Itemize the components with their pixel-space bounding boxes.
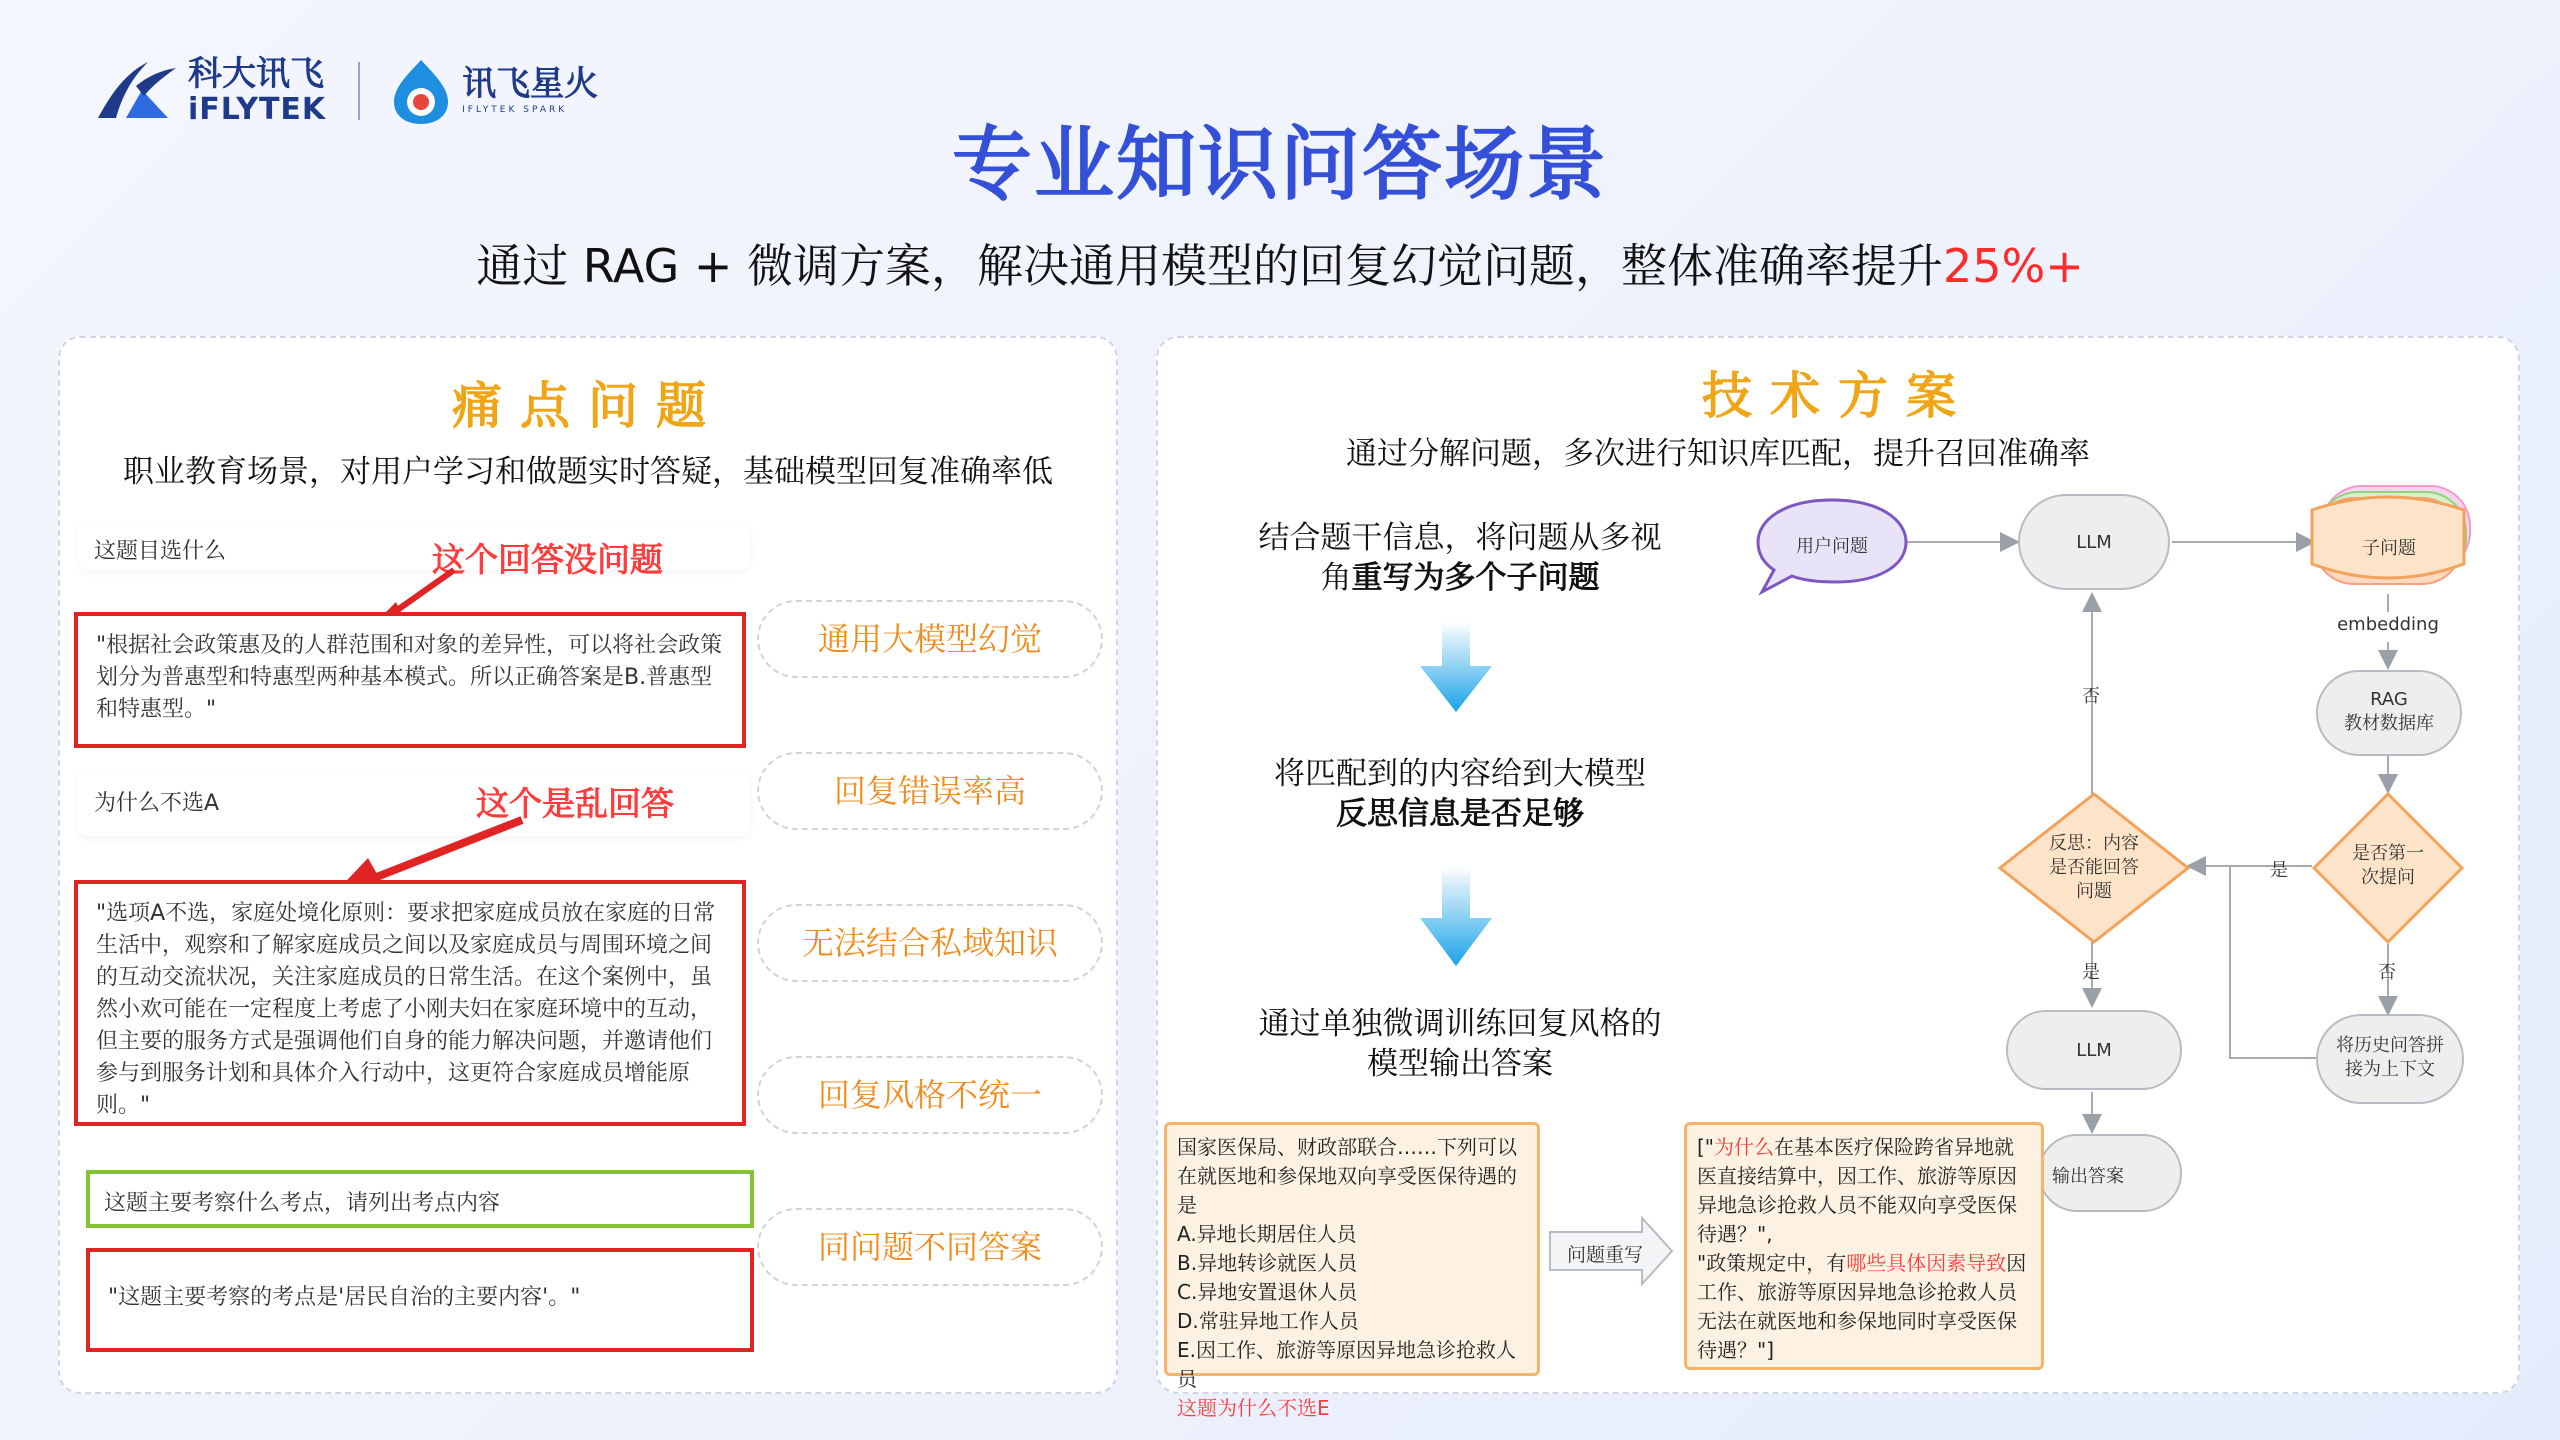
spark-en: IFLYTEK SPARK	[462, 105, 568, 115]
pain-points-title: 痛点问题	[452, 377, 724, 435]
tag-inconsistent: 同问题不同答案	[757, 1208, 1103, 1286]
pain-points-subtitle: 职业教育场景，对用户学习和做题实时答疑，基础模型回复准确率低	[123, 454, 1053, 490]
brand-cn: 科大讯飞	[188, 54, 324, 94]
tag-hallucination: 通用大模型幻觉	[757, 600, 1103, 678]
reflect-label: 反思：内容 是否能回答 问题	[2049, 833, 2139, 902]
brand-en: iFLYTEK	[188, 92, 327, 127]
edge-history-to-reflect	[2230, 866, 2316, 1058]
step-2-line-1: 将匹配到的内容给到大模型	[1274, 756, 1646, 792]
subtitle-highlight: 25%+	[1943, 239, 2084, 293]
tech-solution-subtitle: 通过分解问题，多次进行知识库匹配，提升召回准确率	[1346, 436, 2090, 472]
option-c: C.异地安置退休人员	[1177, 1280, 1358, 1304]
rewritten-q1-post: 在基本医疗保险跨省异地就医直接结算中，因工作、旅游等原因异地急诊抢救人员不能双向享受医保待遇？",	[1697, 1135, 2017, 1246]
rewritten-q1-red: 为什么	[1714, 1135, 1775, 1159]
note-1: 这个回答没问题	[432, 540, 663, 579]
yes-label-2: 是	[2082, 962, 2100, 983]
option-a: A.异地长期居住人员	[1177, 1222, 1357, 1246]
question-3-box: 这题主要考察什么考点，请列出考点内容	[86, 1170, 754, 1228]
answer-1-box: "根据社会政策惠及的人群范围和对象的差异性，可以将社会政策划分为普惠型和特惠型两种基本模式。所以正确答案是B.普惠型和特惠型。"	[74, 612, 746, 748]
answer-3-box: "这题主要考察的考点是'居民自治的主要内容'。"	[86, 1248, 754, 1352]
tag-style: 回复风格不统一	[757, 1056, 1103, 1134]
note-2: 这个是乱回答	[476, 784, 674, 823]
yes-label-1: 是	[2270, 860, 2288, 881]
no-label-1: 否	[2082, 686, 2100, 707]
rewritten-q1-pre: ["	[1697, 1135, 1715, 1159]
original-question-box	[1164, 1122, 1540, 1420]
step-1-line-1: 结合题干信息，将问题从多视	[1258, 520, 1662, 556]
rewritten-q2-post: 因工作、旅游等原因异地急诊抢救人员无法在就医地和参保地同时享受医保待遇？"]	[1697, 1251, 2027, 1362]
rag-label: RAG 教材数据库	[2344, 689, 2434, 734]
step-1-bold: 重写为多个子问题	[1351, 560, 1600, 596]
option-d: D.常驻异地工作人员	[1177, 1309, 1359, 1333]
page-title: 专业知识问答场景	[952, 118, 1608, 211]
user-question-label: 用户问题	[1796, 536, 1868, 557]
user-followup: 这题为什么不选E	[1177, 1396, 1330, 1420]
rewrite-label: 问题重写	[1566, 1244, 1643, 1266]
rewritten-q2-pre: "政策规定中，有	[1697, 1251, 1847, 1275]
question-stem: 国家医保局、财政部联合……下列可以在就医地和参保地双向享受医保待遇的是	[1177, 1135, 1517, 1217]
history-label: 将历史问答拼 接为上下文	[2336, 1035, 2444, 1080]
step-3-line-1: 通过单独微调训练回复风格的	[1258, 1006, 1662, 1042]
step-2-bold: 反思信息是否足够	[1336, 796, 1584, 832]
llm-bottom-label: LLM	[2076, 1040, 2112, 1061]
tag-private-knowledge: 无法结合私域知识	[757, 904, 1103, 982]
tech-solution-title: 技术方案	[1702, 367, 1974, 425]
output-label: 输出答案	[2052, 1166, 2124, 1187]
question-2: 为什么不选A	[78, 772, 750, 836]
embedding-label: embedding	[2337, 614, 2439, 635]
rewritten-q1	[1697, 1133, 2031, 1249]
subtitle-main: 通过 RAG + 微调方案，解决通用模型的回复幻觉问题，整体准确率提升	[476, 239, 1943, 293]
step-3-line-2: 模型输出答案	[1367, 1046, 1553, 1082]
rewritten-q2-red: 哪些具体因素导致	[1846, 1251, 2007, 1275]
question-1: 这题目选什么	[78, 524, 750, 570]
answer-2-box: "选项A不选，家庭处境化原则：要求把家庭成员放在家庭的日常生活中，观察和了解家庭成员之间以及家庭成员与周围环境之间的互动交流状况，关注家庭成员的日常生活。在这个案例中，虽然小欢可能在一定程度上考虑了小刚夫妇在家庭环境中的互动，但主要的服务方式是强调他们自身的能力解决问题，并邀请他们参与到服务计划和具体介入行动中，这更符合家庭成员增能原则。"	[74, 880, 746, 1126]
first-question-label: 是否第一 次提问	[2352, 843, 2424, 888]
option-e: E.因工作、旅游等原因异地急诊抢救人员	[1177, 1338, 1516, 1391]
sub-question-label: 子问题	[2362, 538, 2416, 559]
no-label-2: 否	[2378, 962, 2396, 983]
step-1-plain: 角	[1320, 560, 1352, 596]
option-b: B.异地转诊就医人员	[1177, 1251, 1358, 1275]
rewritten-q2	[1697, 1249, 2031, 1365]
rewritten-question-box	[1684, 1122, 2044, 1370]
tag-error-rate: 回复错误率高	[757, 752, 1103, 830]
spark-cn: 讯飞星火	[462, 64, 599, 104]
llm-top-label: LLM	[2076, 532, 2112, 553]
